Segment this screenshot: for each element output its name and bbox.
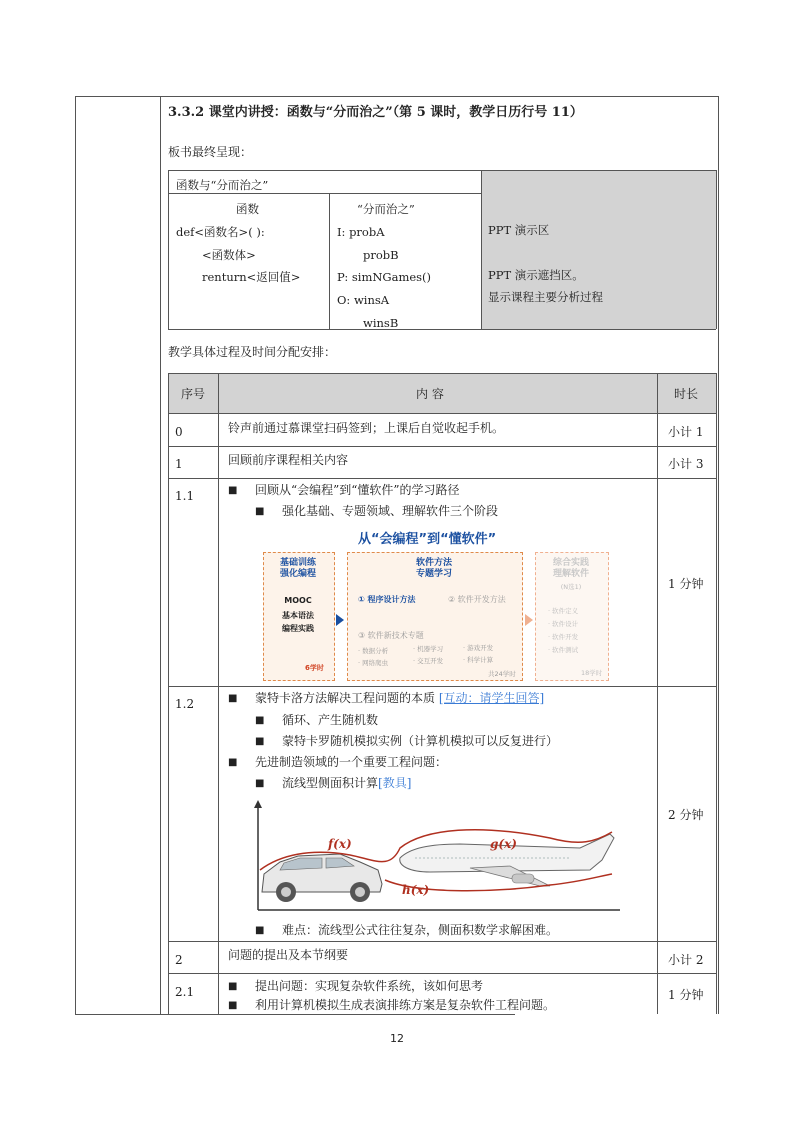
board-left-line: <函数体> [202,248,256,262]
square-bullet-icon: ■ [255,778,265,789]
bullet-text-main: 流线型侧面积计算 [282,776,379,790]
board-left-line: renturn<返回值> [202,270,301,284]
row-no: 2.1 [175,985,195,999]
bullet-text: 难点：流线型公式往往复杂，侧面积数学求解困难。 [282,923,559,937]
square-bullet-icon: ■ [228,757,238,768]
row-content: 铃声前通过慕课堂扫码签到；上课后自觉收起手机。 [228,421,505,435]
board-mid-line: winsB [363,316,399,330]
topic-program-design: ① 程序设计方法 [358,595,416,604]
bullet-text: 强化基础、专题领域、理解软件三个阶段 [282,504,499,518]
board-mid-line: O: winsA [337,293,390,307]
stage-hours: 6学时 [305,664,324,672]
bullet-text: 蒙特卡罗随机模拟实例（计算机模拟可以反复进行） [282,734,559,748]
row-no: 1.2 [175,697,195,711]
square-bullet-icon: ■ [228,485,238,496]
board-left-line: def<函数名>( ): [176,225,265,239]
stage-item: MOOC [284,596,312,605]
ppt-area-label: PPT 演示区 [488,223,550,237]
bullet-text: 先进制造领域的一个重要工程问题： [255,755,448,769]
board-mid-line: “分而治之” [357,202,415,216]
section-title: 3.3.2 课堂内讲授：函数与“分而治之”（第 5 课时，教学日历行号 11） [168,105,583,120]
topic-item: · 网络爬虫 [358,659,389,667]
topic-new-tech: ③ 软件新技术专题 [358,631,424,640]
bullet-text: 利用计算机模拟生成表演排练方案是复杂软件工程问题。 [255,998,556,1012]
row-time: 1 分钟 [668,577,704,591]
row-time: 小计 1 [668,425,704,439]
row-no: 2 [175,953,183,967]
row-content: 回顾前序课程相关内容 [228,453,349,467]
bullet-text [282,776,411,790]
board-mid-line: P: simNGames() [337,270,432,284]
board-mid-line: I: probA [337,225,385,239]
g-curve-label: g(x) [490,837,517,851]
streamline-diagram [250,800,622,915]
row-time: 小计 2 [668,953,704,967]
page-number: 12 [390,1032,404,1045]
stage-box-topics-title: 软件方法 专题学习 [415,558,452,579]
row-time: 2 分钟 [668,808,704,822]
practice-item: · 软件定义 [548,607,579,615]
topic-software-dev: ② 软件开发方法 [448,595,506,604]
bullet-text [255,691,544,705]
bullet-text: 提出问题：实现复杂软件系统，该如何思考 [255,979,484,993]
practice-item: · 软件设计 [548,620,579,628]
topic-item: · 机器学习 [413,645,444,653]
arrow-right-icon [336,614,344,626]
bullet-text-main: 蒙特卡洛方法解决工程问题的本质 [255,691,439,705]
stage-box-basic-title: 基础训练 强化编程 [279,558,316,579]
topic-item: · 数据分析 [358,647,389,655]
row-time: 1 分钟 [668,988,704,1002]
square-bullet-icon: ■ [228,693,238,704]
practice-item: · 软件开发 [548,633,579,641]
board-header: 函数与“分而治之” [176,178,269,192]
stage-hours: 共24学时 [488,670,516,678]
header-content: 内 容 [416,387,444,401]
row-no: 1 [175,457,183,471]
h-curve-label: h(x) [402,883,430,897]
learning-path-figure [263,524,608,682]
streamline-area-figure [250,800,622,915]
topic-item: · 交互开发 [413,657,444,665]
stage-hours: 18学时 [581,669,603,677]
arrow-right-icon [525,614,533,626]
row-no: 0 [175,425,183,439]
row-time: 小计 3 [668,457,704,471]
square-bullet-icon: ■ [228,981,238,992]
header-time: 时长 [674,387,699,401]
row-no: 1.1 [175,489,195,503]
f-curve-label: f(x) [328,837,352,851]
bullet-text: 循环、产生随机数 [282,713,379,727]
board-mid-line: probB [363,248,399,262]
square-bullet-icon: ■ [228,1000,238,1011]
board-label: 板书最终呈现： [168,145,253,159]
ppt-cover-label: PPT 演示遮挡区。 [488,268,584,282]
practice-item: · 软件测试 [548,646,579,654]
interaction-link[interactable]: [互动：请学生回答] [438,691,545,705]
stage-box-practice-title: 综合实践 理解软件 [552,558,589,579]
header-no: 序号 [181,387,206,401]
stage-item: 编程实践 [282,624,314,633]
square-bullet-icon: ■ [255,506,265,517]
stage-sub: (N选1) [560,583,582,591]
stage-item: 基本语法 [282,611,314,620]
figure-title: 从“会编程”到“懂软件” [358,532,497,547]
board-left-line: 函数 [236,202,259,216]
square-bullet-icon: ■ [255,715,265,726]
topic-item: · 游戏开发 [463,644,494,652]
bullet-text: 回顾从“会编程”到“懂软件”的学习路径 [255,483,460,497]
square-bullet-icon: ■ [255,925,265,936]
ppt-cover-desc: 显示课程主要分析过程 [488,290,603,304]
topic-item: · 科学计算 [463,656,494,664]
square-bullet-icon: ■ [255,736,265,747]
teaching-aid-link[interactable]: [教具] [378,776,412,790]
row-content: 问题的提出及本节纲要 [228,948,349,962]
process-label: 教学具体过程及时间分配安排： [168,345,337,359]
